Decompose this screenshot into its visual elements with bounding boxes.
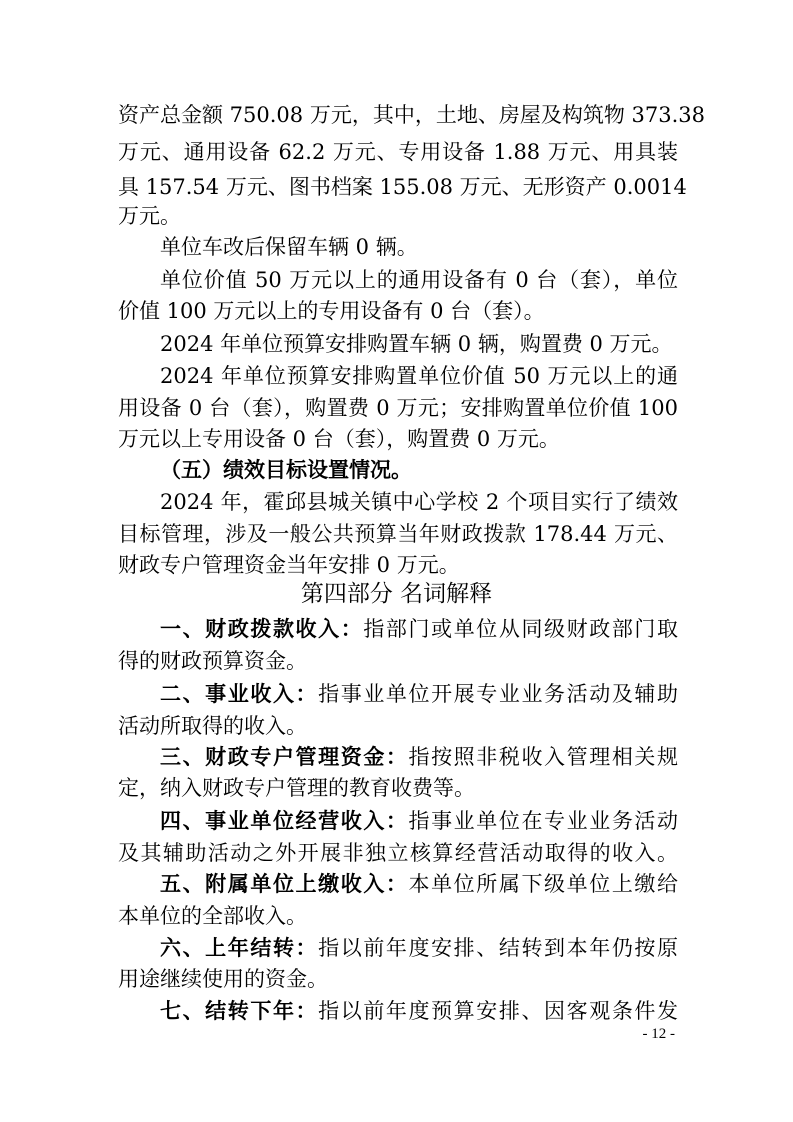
term-line: [160, 933, 678, 963]
term-line: [160, 679, 678, 709]
body-text-line: 2024 年单位预算安排购置单位价值 50 万元以上的通: [160, 364, 678, 388]
term-definition: 指事业单位在专业业务活动: [408, 809, 678, 833]
term-definition: 指部门或单位从同级财政部门取: [363, 617, 679, 641]
body-text-line: 2024 年，霍邱县城关镇中心学校 2 个项目实行了绩效: [160, 490, 678, 514]
term-continuation: 及其辅助活动之外开展非独立核算经营活动取得的收入。: [118, 841, 678, 865]
body-text-line: 财政专户管理资金当年安排 0 万元。: [118, 553, 460, 577]
body-text-line: 万元。: [118, 204, 181, 228]
body-text-line: 单位车改后保留车辆 0 辆。: [160, 235, 418, 259]
page-number: - 12 -: [642, 1026, 675, 1042]
term-label: 二、事业收入：: [160, 682, 319, 706]
body-text-line: 目标管理，涉及一般公共预算当年财政拨款 178.44 万元、: [118, 522, 678, 546]
term-definition: 指按照非税收入管理相关规: [408, 745, 678, 769]
body-text-line: 用设备 0 台（套），购置费 0 万元；安排购置单位价值 100: [118, 396, 678, 420]
term-line: [160, 869, 678, 899]
part-heading: 第四部分 名词解释: [300, 581, 493, 607]
term-definition: 本单位所属下级单位上缴给: [408, 872, 678, 896]
term-continuation: 本单位的全部收入。: [118, 904, 307, 928]
term-line: [160, 742, 678, 772]
term-definition: 指事业单位开展专业业务活动及辅助: [318, 682, 679, 706]
term-line: [160, 996, 678, 1026]
section-subheading: （五）绩效目标设置情况。: [160, 458, 412, 482]
body-text-line: 2024 年单位预算安排购置车辆 0 辆，购置费 0 万元。: [160, 332, 673, 356]
body-text-line: 单位价值 50 万元以上的通用设备有 0 台（套），单位: [160, 268, 678, 292]
term-label: 三、财政专户管理资金：: [160, 745, 409, 769]
body-text-line: 万元以上专用设备 0 台（套），购置费 0 万元。: [118, 427, 560, 451]
term-label: 六、上年结转：: [160, 936, 319, 960]
body-text-line: 具 157.54 万元、图书档案 155.08 万元、无形资产 0.0014: [118, 175, 687, 199]
term-label: 一、财政拨款收入：: [160, 617, 364, 641]
term-line: [160, 806, 678, 836]
term-label: 四、事业单位经营收入：: [160, 809, 409, 833]
term-label: 五、附属单位上缴收入：: [160, 872, 409, 896]
term-line: [160, 614, 678, 644]
term-continuation: 定，纳入财政专户管理的教育收费等。: [118, 776, 475, 800]
term-definition: 指以前年度安排、结转到本年仍按原: [318, 936, 679, 960]
term-continuation: 得的财政预算资金。: [118, 649, 307, 673]
body-text-line: 万元、通用设备 62.2 万元、专用设备 1.88 万元、用具装: [118, 140, 678, 164]
term-label: 七、结转下年：: [160, 999, 319, 1023]
term-continuation: 活动所取得的收入。: [118, 714, 307, 738]
body-text-line: 资产总金额 750.08 万元，其中，土地、房屋及构筑物 373.38: [118, 103, 705, 127]
term-definition: 指以前年度预算安排、因客观条件发: [318, 999, 679, 1023]
term-continuation: 用途继续使用的资金。: [118, 967, 328, 991]
body-text-line: 价值 100 万元以上的专用设备有 0 台（套）。: [118, 299, 545, 323]
